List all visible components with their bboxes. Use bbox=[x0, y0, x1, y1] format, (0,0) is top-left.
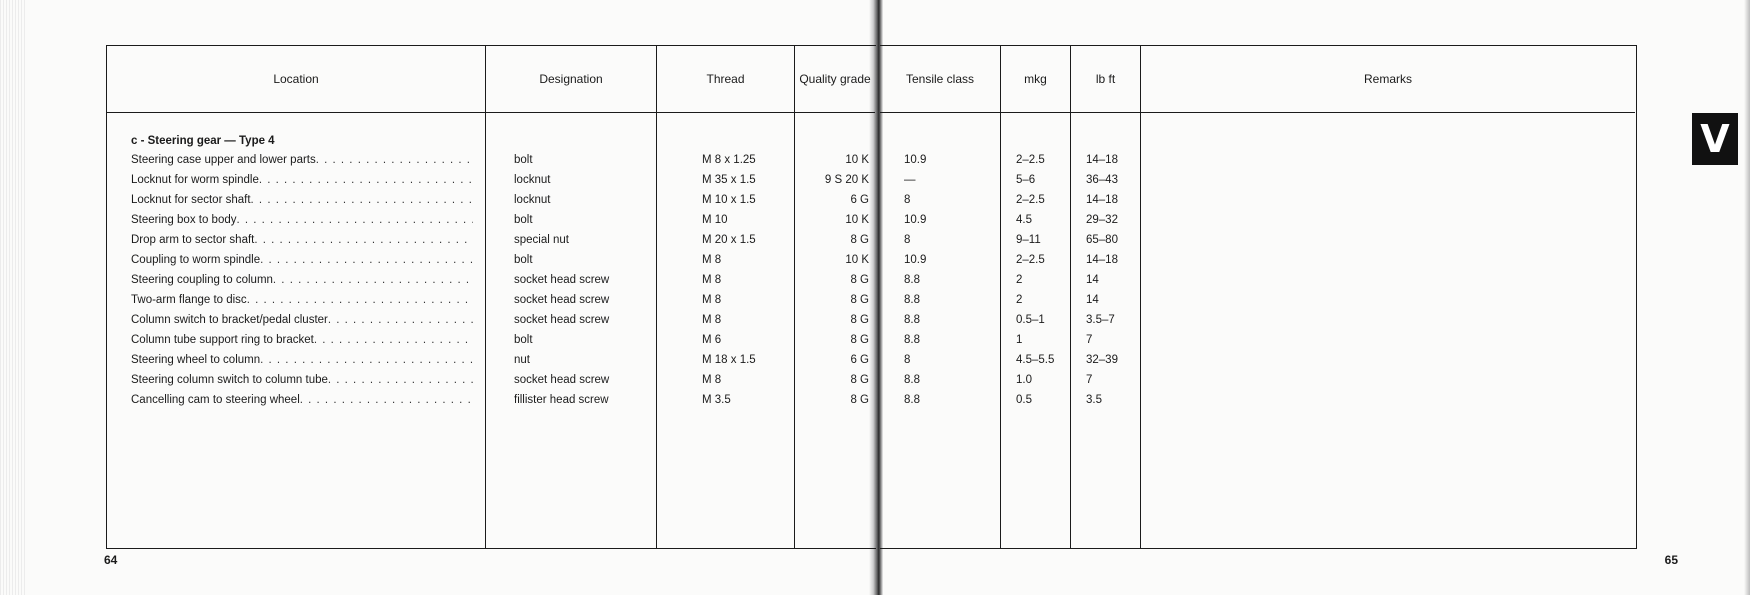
lb-ft-cell-3: 29–32 bbox=[1086, 214, 1118, 226]
mkg-cell-6: 2 bbox=[1016, 274, 1023, 286]
location-cell-text: Two-arm flange to disc bbox=[131, 294, 247, 306]
location-cell-7 bbox=[131, 290, 473, 310]
designation-cell-1: locknut bbox=[514, 174, 551, 186]
mkg-cell-7: 2 bbox=[1016, 294, 1023, 306]
mkg-cell-1: 5–6 bbox=[1016, 174, 1036, 186]
quality-grade-cell-6: 8 G bbox=[850, 274, 869, 286]
location-cell-text: Locknut for worm spindle bbox=[131, 174, 259, 186]
location-cell-text: Column switch to bracket/pedal cluster bbox=[131, 314, 328, 326]
lb-ft-cell-2: 14–18 bbox=[1086, 194, 1118, 206]
tensile-class-cell-0: 10.9 bbox=[904, 154, 927, 166]
leader-dots bbox=[259, 170, 473, 190]
location-cell-text: Steering wheel to column bbox=[131, 354, 261, 366]
location-cells bbox=[131, 132, 473, 410]
leader-dots bbox=[328, 310, 473, 330]
quality-grade-cell-1: 9 S 20 K bbox=[824, 174, 869, 186]
designation-cell-7: socket head screw bbox=[514, 294, 610, 306]
torque-table-right bbox=[880, 45, 1637, 549]
quality-grade-header: Quality grade bbox=[795, 46, 875, 113]
lb-ft-cells bbox=[1086, 132, 1140, 410]
thread-cell-3: M 10 bbox=[702, 214, 728, 226]
lb-ft-column bbox=[1071, 46, 1141, 548]
thread-cell-2: M 10 x 1.5 bbox=[702, 194, 756, 206]
location-cell-text: Steering coupling to column bbox=[131, 274, 273, 286]
lb-ft-cell-12: 3.5 bbox=[1086, 394, 1102, 406]
mkg-cell-0: 2–2.5 bbox=[1016, 154, 1045, 166]
scan-left-edge bbox=[0, 0, 26, 595]
thread-cell-4: M 20 x 1.5 bbox=[702, 234, 756, 246]
leader-dots bbox=[237, 210, 474, 230]
lb-ft-cell-6: 14 bbox=[1086, 274, 1099, 286]
tensile-class-cell-11: 8.8 bbox=[904, 374, 920, 386]
location-cell-text: Coupling to worm spindle bbox=[131, 254, 261, 266]
leader-dots bbox=[251, 190, 473, 210]
mkg-column bbox=[1001, 46, 1071, 548]
location-header: Location bbox=[107, 46, 485, 113]
tensile-class-cell-10: 8 bbox=[904, 354, 911, 366]
leader-dots bbox=[260, 350, 473, 370]
location-cell-11 bbox=[131, 370, 473, 390]
designation-cells bbox=[514, 132, 656, 410]
mkg-cells bbox=[1016, 132, 1070, 410]
leader-dots bbox=[260, 250, 473, 270]
location-cell-12 bbox=[131, 390, 473, 410]
tensile-class-cell-7: 8.8 bbox=[904, 294, 920, 306]
quality-grade-cell-4: 8 G bbox=[850, 234, 869, 246]
mkg-cell-9: 1 bbox=[1016, 334, 1023, 346]
torque-table-left bbox=[106, 45, 876, 549]
tensile-class-column bbox=[880, 46, 1001, 548]
location-cell-2 bbox=[131, 190, 473, 210]
mkg-header: mkg bbox=[1001, 46, 1070, 113]
designation-cell-6: socket head screw bbox=[514, 274, 610, 286]
lb-ft-cell-11: 7 bbox=[1086, 374, 1093, 386]
thread-cell-9: M 6 bbox=[702, 334, 722, 346]
location-cell-text: Steering column switch to column tube bbox=[131, 374, 328, 386]
location-cell-0 bbox=[131, 150, 473, 170]
quality-grade-cell-12: 8 G bbox=[850, 394, 869, 406]
designation-cell-8: socket head screw bbox=[514, 314, 610, 326]
location-cell-text: Cancelling cam to steering wheel bbox=[131, 394, 300, 406]
section-title: c - Steering gear — Type 4 bbox=[131, 135, 275, 147]
location-cell-text: Column tube support ring to bracket bbox=[131, 334, 314, 346]
lb-ft-cell-9: 7 bbox=[1086, 334, 1093, 346]
tensile-class-cell-12: 8.8 bbox=[904, 394, 920, 406]
designation-cell-12: fillister head screw bbox=[514, 394, 609, 406]
tensile-class-header: Tensile class bbox=[880, 46, 1000, 113]
designation-cell-5: bolt bbox=[514, 254, 533, 266]
mkg-cell-5: 2–2.5 bbox=[1016, 254, 1045, 266]
tensile-class-cell-1: — bbox=[904, 174, 916, 186]
thread-cell-1: M 35 x 1.5 bbox=[702, 174, 756, 186]
leader-dots bbox=[247, 290, 473, 310]
location-cell-text: Steering box to body bbox=[131, 214, 237, 226]
location-cell-5 bbox=[131, 250, 473, 270]
quality-grade-column bbox=[795, 46, 875, 548]
location-cell-4 bbox=[131, 230, 473, 250]
quality-grade-cell-0: 10 K bbox=[845, 154, 869, 166]
thread-cell-6: M 8 bbox=[702, 274, 722, 286]
chapter-tab: V bbox=[1692, 113, 1738, 165]
lb-ft-cell-8: 3.5–7 bbox=[1086, 314, 1115, 326]
quality-grade-cell-2: 6 G bbox=[850, 194, 869, 206]
quality-grade-cell-3: 10 K bbox=[845, 214, 869, 226]
location-cell-text: Locknut for sector shaft bbox=[131, 194, 251, 206]
location-cell-text: Steering case upper and lower parts bbox=[131, 154, 316, 166]
quality-grade-cell-11: 8 G bbox=[850, 374, 869, 386]
designation-header: Designation bbox=[486, 46, 656, 113]
leader-dots bbox=[314, 330, 473, 350]
tensile-class-cell-6: 8.8 bbox=[904, 274, 920, 286]
tensile-class-cell-3: 10.9 bbox=[904, 214, 927, 226]
quality-grade-cell-8: 8 G bbox=[850, 314, 869, 326]
lb-ft-cell-4: 65–80 bbox=[1086, 234, 1118, 246]
remarks-column bbox=[1141, 46, 1635, 548]
quality-grade-cells bbox=[795, 132, 869, 410]
lb-ft-header: lb ft bbox=[1071, 46, 1140, 113]
designation-column bbox=[486, 46, 657, 548]
location-cell-1 bbox=[131, 170, 473, 190]
page-number-left: 64 bbox=[104, 553, 118, 567]
designation-cell-4: special nut bbox=[514, 234, 569, 246]
lb-ft-cell-7: 14 bbox=[1086, 294, 1099, 306]
quality-grade-cell-7: 8 G bbox=[850, 294, 869, 306]
tensile-class-cell-5: 10.9 bbox=[904, 254, 927, 266]
leader-dots bbox=[328, 370, 473, 390]
location-cell-3 bbox=[131, 210, 473, 230]
leader-dots bbox=[316, 150, 473, 170]
mkg-cell-11: 1.0 bbox=[1016, 374, 1032, 386]
quality-grade-cell-5: 10 K bbox=[845, 254, 869, 266]
mkg-cell-10: 4.5–5.5 bbox=[1016, 354, 1055, 366]
location-column bbox=[107, 46, 486, 548]
designation-cell-3: bolt bbox=[514, 214, 533, 226]
thread-header: Thread bbox=[657, 46, 794, 113]
location-cell-6 bbox=[131, 270, 473, 290]
lb-ft-cell-10: 32–39 bbox=[1086, 354, 1118, 366]
tensile-class-cell-2: 8 bbox=[904, 194, 911, 206]
tensile-class-cell-9: 8.8 bbox=[904, 334, 920, 346]
location-cell-text: Drop arm to sector shaft bbox=[131, 234, 255, 246]
page-number-right: 65 bbox=[1664, 553, 1678, 567]
location-cell-9 bbox=[131, 330, 473, 350]
tensile-class-cell-8: 8.8 bbox=[904, 314, 920, 326]
quality-grade-cell-9: 8 G bbox=[850, 334, 869, 346]
tensile-class-cell-4: 8 bbox=[904, 234, 911, 246]
thread-cell-11: M 8 bbox=[702, 374, 722, 386]
designation-cell-11: socket head screw bbox=[514, 374, 610, 386]
thread-cell-7: M 8 bbox=[702, 294, 722, 306]
mkg-cell-12: 0.5 bbox=[1016, 394, 1032, 406]
quality-grade-cell-10: 6 G bbox=[850, 354, 869, 366]
mkg-cell-2: 2–2.5 bbox=[1016, 194, 1045, 206]
designation-cell-2: locknut bbox=[514, 194, 551, 206]
mkg-cell-4: 9–11 bbox=[1016, 234, 1041, 246]
designation-cell-0: bolt bbox=[514, 154, 533, 166]
thread-cell-10: M 18 x 1.5 bbox=[702, 354, 756, 366]
lb-ft-cell-1: 36–43 bbox=[1086, 174, 1118, 186]
leader-dots bbox=[300, 390, 473, 410]
thread-cell-5: M 8 bbox=[702, 254, 722, 266]
thread-cell-12: M 3.5 bbox=[702, 394, 731, 406]
remarks-header: Remarks bbox=[1141, 46, 1635, 113]
scan-right-edge bbox=[1744, 0, 1750, 595]
lb-ft-cell-0: 14–18 bbox=[1086, 154, 1118, 166]
thread-cells bbox=[702, 132, 794, 410]
thread-column bbox=[657, 46, 795, 548]
location-cell-10 bbox=[131, 350, 473, 370]
designation-cell-10: nut bbox=[514, 354, 530, 366]
leader-dots bbox=[254, 230, 473, 250]
tensile-class-cells bbox=[904, 132, 1000, 410]
mkg-cell-3: 4.5 bbox=[1016, 214, 1032, 226]
location-cell-8 bbox=[131, 310, 473, 330]
thread-cell-0: M 8 x 1.25 bbox=[702, 154, 756, 166]
lb-ft-cell-5: 14–18 bbox=[1086, 254, 1118, 266]
mkg-cell-8: 0.5–1 bbox=[1016, 314, 1045, 326]
leader-dots bbox=[273, 270, 473, 290]
designation-cell-9: bolt bbox=[514, 334, 533, 346]
thread-cell-8: M 8 bbox=[702, 314, 722, 326]
